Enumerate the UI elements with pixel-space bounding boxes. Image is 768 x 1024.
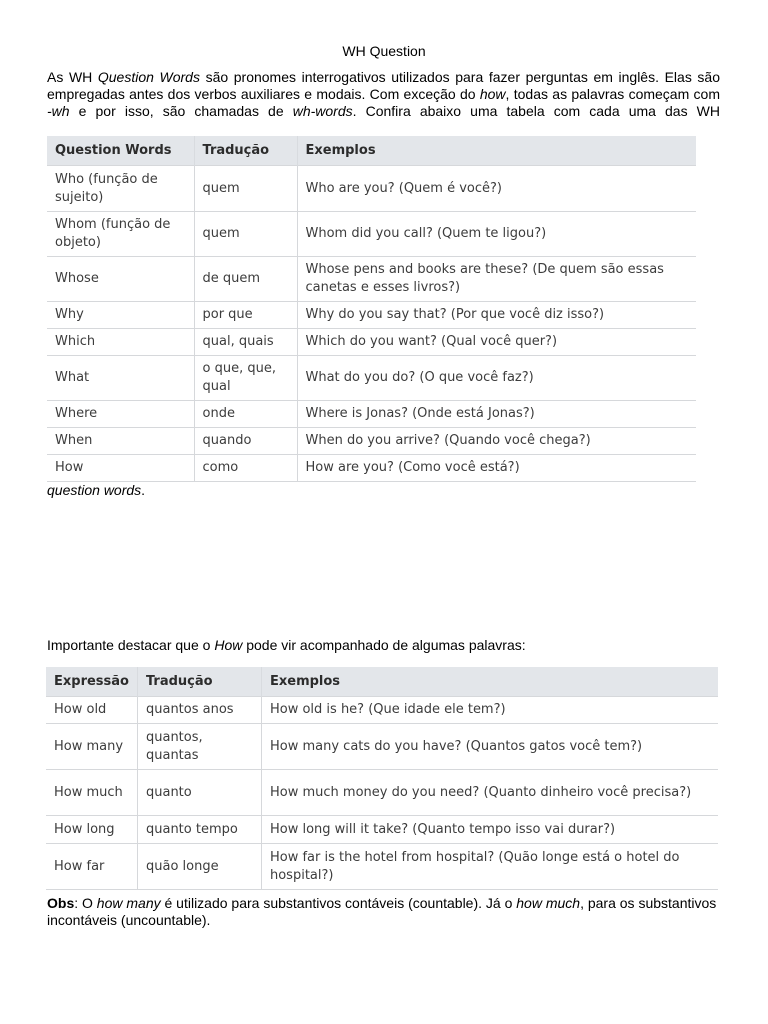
intro-paragraph: As WH Question Words são pronomes interrogativos utilizados para fazer perguntas em inglês. Elas são empregadas antes dos verbos auxiliares e modais. Com exceção do how, todas as palavras começam com -wh e por isso, são chamadas de wh-words. Confira abaixo uma tabela com cada uma das WH [47,69,720,119]
cell-translation: onde [194,401,297,428]
cell-expression: How long [46,816,137,844]
cell-translation: quando [194,428,297,455]
header-traducao: Tradução [194,136,297,166]
cell-translation: por que [194,302,297,329]
cell-word: When [47,428,194,455]
table-row [47,257,696,302]
cell-expression: How old [46,697,137,724]
obs-note: Obs: O how many é utilizado para substantivos contáveis (countable). Já o how much, para os substantivos incontáveis (uncountable). [47,895,717,928]
cell-translation: quanto tempo [137,816,261,844]
cell-example: How many cats do you have? (Quantos gatos você tem?) [261,724,718,770]
cell-word: Who (função de sujeito) [47,166,194,212]
question-words-table [47,136,696,482]
table-row [47,356,696,401]
cell-example: How far is the hotel from hospital? (Quão longe está o hotel do hospital?) [261,844,718,890]
table-header-row [47,136,696,166]
table-header-row [46,667,718,697]
cell-word: Whose [47,257,194,302]
cell-translation: o que, que, qual [194,356,297,401]
cell-word: How [47,455,194,482]
cell-translation: de quem [194,257,297,302]
header-question-words: Question Words [47,136,194,166]
cell-expression: How many [46,724,137,770]
cell-example: Whose pens and books are these? (De quem são essas canetas e esses livros?) [297,257,696,302]
cell-example: How are you? (Como você está?) [297,455,696,482]
table-row [47,166,696,212]
cell-example: Which do you want? (Qual você quer?) [297,329,696,356]
cell-expression: How far [46,844,137,890]
cell-translation: quem [194,212,297,257]
cell-translation: qual, quais [194,329,297,356]
header-exemplos: Exemplos [261,667,718,697]
cell-word: Which [47,329,194,356]
cell-example: Whom did you call? (Quem te ligou?) [297,212,696,257]
table-row [47,401,696,428]
cell-word: Why [47,302,194,329]
cell-example: Why do you say that? (Por que você diz isso?) [297,302,696,329]
header-expressao: Expressão [46,667,137,697]
cell-example: How much money do you need? (Quanto dinheiro você precisa?) [261,770,718,816]
table-row [46,724,718,770]
cell-example: Where is Jonas? (Onde está Jonas?) [297,401,696,428]
cell-example: What do you do? (O que você faz?) [297,356,696,401]
cell-translation: quem [194,166,297,212]
header-exemplos: Exemplos [297,136,696,166]
table-row [47,212,696,257]
intro-continuation: question words. [47,482,146,498]
table-row [47,302,696,329]
cell-word: Whom (função de objeto) [47,212,194,257]
cell-expression: How much [46,770,137,816]
how-expressions-table [46,667,718,890]
cell-translation: como [194,455,297,482]
table-row [47,329,696,356]
cell-example: When do you arrive? (Quando você chega?) [297,428,696,455]
cell-translation: quão longe [137,844,261,890]
how-note: Importante destacar que o How pode vir acompanhado de algumas palavras: [47,637,526,653]
header-traducao: Tradução [137,667,261,697]
cell-example: How old is he? (Que idade ele tem?) [261,697,718,724]
cell-translation: quanto [137,770,261,816]
cell-example: Who are you? (Quem é você?) [297,166,696,212]
table-row [46,697,718,724]
table-row [46,844,718,890]
table-row [47,455,696,482]
cell-translation: quantos, quantas [137,724,261,770]
table-row [46,770,718,816]
table-row [46,816,718,844]
page-title: WH Question [342,43,426,59]
cell-example: How long will it take? (Quanto tempo isso vai durar?) [261,816,718,844]
cell-word: Where [47,401,194,428]
cell-word: What [47,356,194,401]
cell-translation: quantos anos [137,697,261,724]
table-row [47,428,696,455]
